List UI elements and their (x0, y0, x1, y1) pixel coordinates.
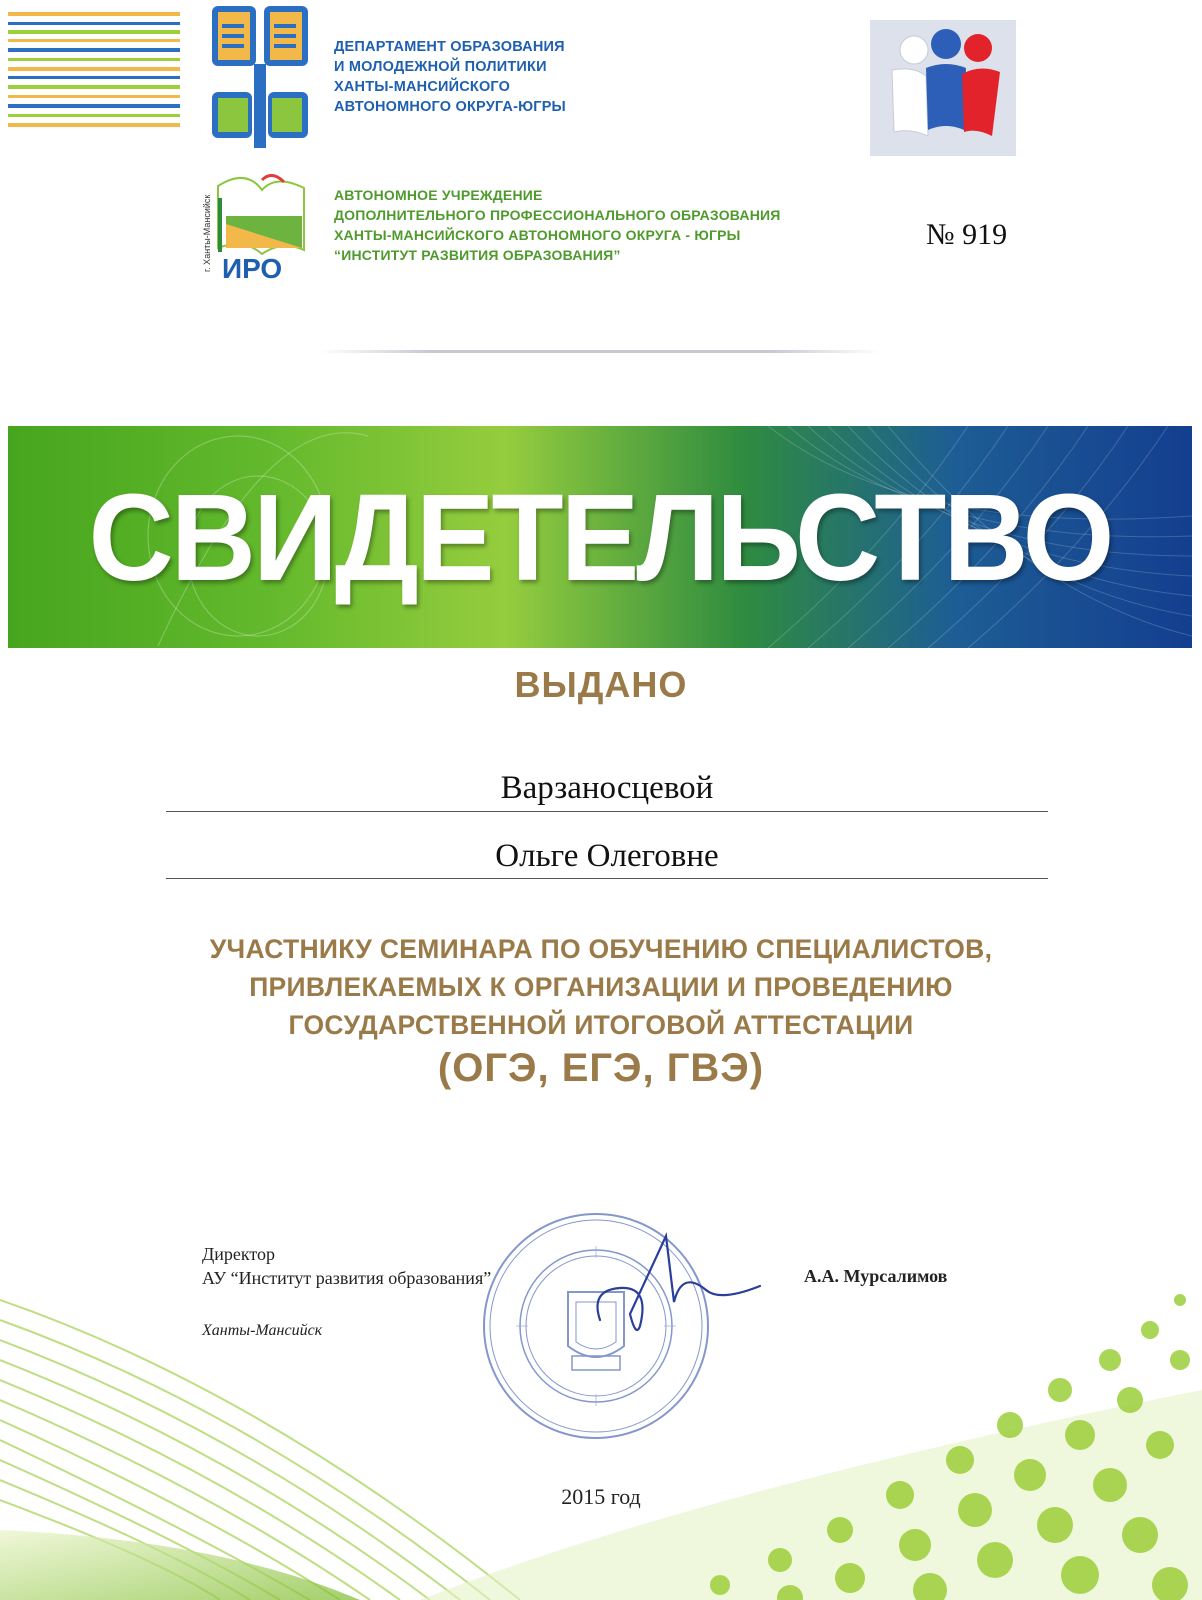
institute-name (334, 185, 854, 265)
name-underline (166, 878, 1048, 879)
department-name (334, 37, 634, 117)
director-title (202, 1242, 491, 1290)
director-signature (570, 1230, 770, 1340)
department-line: И МОЛОДЕЖНОЙ ПОЛИТИКИ (334, 59, 547, 75)
iro-logo (186, 168, 318, 286)
exam-types: (ОГЭ, ЕГЭ, ГВЭ) (437, 1046, 765, 1090)
institute-line: ХАНТЫ-МАНСИЙСКОГО АВТОНОМНОГО ОКРУГА - ЮГРЫ (334, 227, 741, 243)
department-line: ХАНТЫ-МАНСИЙСКОГО (334, 79, 511, 95)
issued-label: ВЫДАНО (514, 664, 688, 705)
director-position: Директор (202, 1244, 276, 1264)
iro-logo-text: ИРО (222, 253, 283, 284)
ege-logo (870, 20, 1016, 156)
institute-line: АВТОНОМНОЕ УЧРЕЖДЕНИЕ (334, 187, 543, 203)
department-logo (210, 4, 310, 150)
department-line: АВТОНОМНОГО ОКРУГА-ЮГРЫ (334, 99, 566, 115)
institute-line: ДОПОЛНИТЕЛЬНОГО ПРОФЕССИОНАЛЬНОГО ОБРАЗОВАНИЯ (334, 207, 781, 223)
director-name: А.А. Мурсалимов (804, 1266, 948, 1286)
recipient-given-name: Ольге Олеговне (495, 838, 719, 874)
certificate-title: СВИДЕТЕЛЬСТВО (88, 468, 1112, 608)
issue-year: 2015 год (561, 1484, 641, 1509)
iro-logo-city: г. Ханты-Мансийск (202, 194, 212, 272)
purpose-text (100, 930, 1102, 1044)
recipient-surname: Варзаносцевой (500, 770, 714, 806)
director-organization: АУ “Институт развития образования” (202, 1268, 492, 1288)
department-line: ДЕПАРТАМЕНТ ОБРАЗОВАНИЯ (334, 39, 565, 55)
purpose-line: УЧАСТНИКУ СЕМИНАРА ПО ОБУЧЕНИЮ СПЕЦИАЛИСТОВ, (209, 934, 993, 964)
divider (320, 350, 880, 353)
name-underline (166, 811, 1048, 812)
decorative-stripes (8, 6, 180, 134)
certificate-number: № 919 (926, 218, 1008, 251)
purpose-line: ГОСУДАРСТВЕННОЙ ИТОГОВОЙ АТТЕСТАЦИИ (288, 1010, 914, 1040)
purpose-line: ПРИВЛЕКАЕМЫХ К ОРГАНИЗАЦИИ И ПРОВЕДЕНИЮ (249, 972, 953, 1002)
institute-line: “ИНСТИТУТ РАЗВИТИЯ ОБРАЗОВАНИЯ” (334, 247, 621, 263)
city: Ханты-Мансийск (202, 1322, 323, 1339)
